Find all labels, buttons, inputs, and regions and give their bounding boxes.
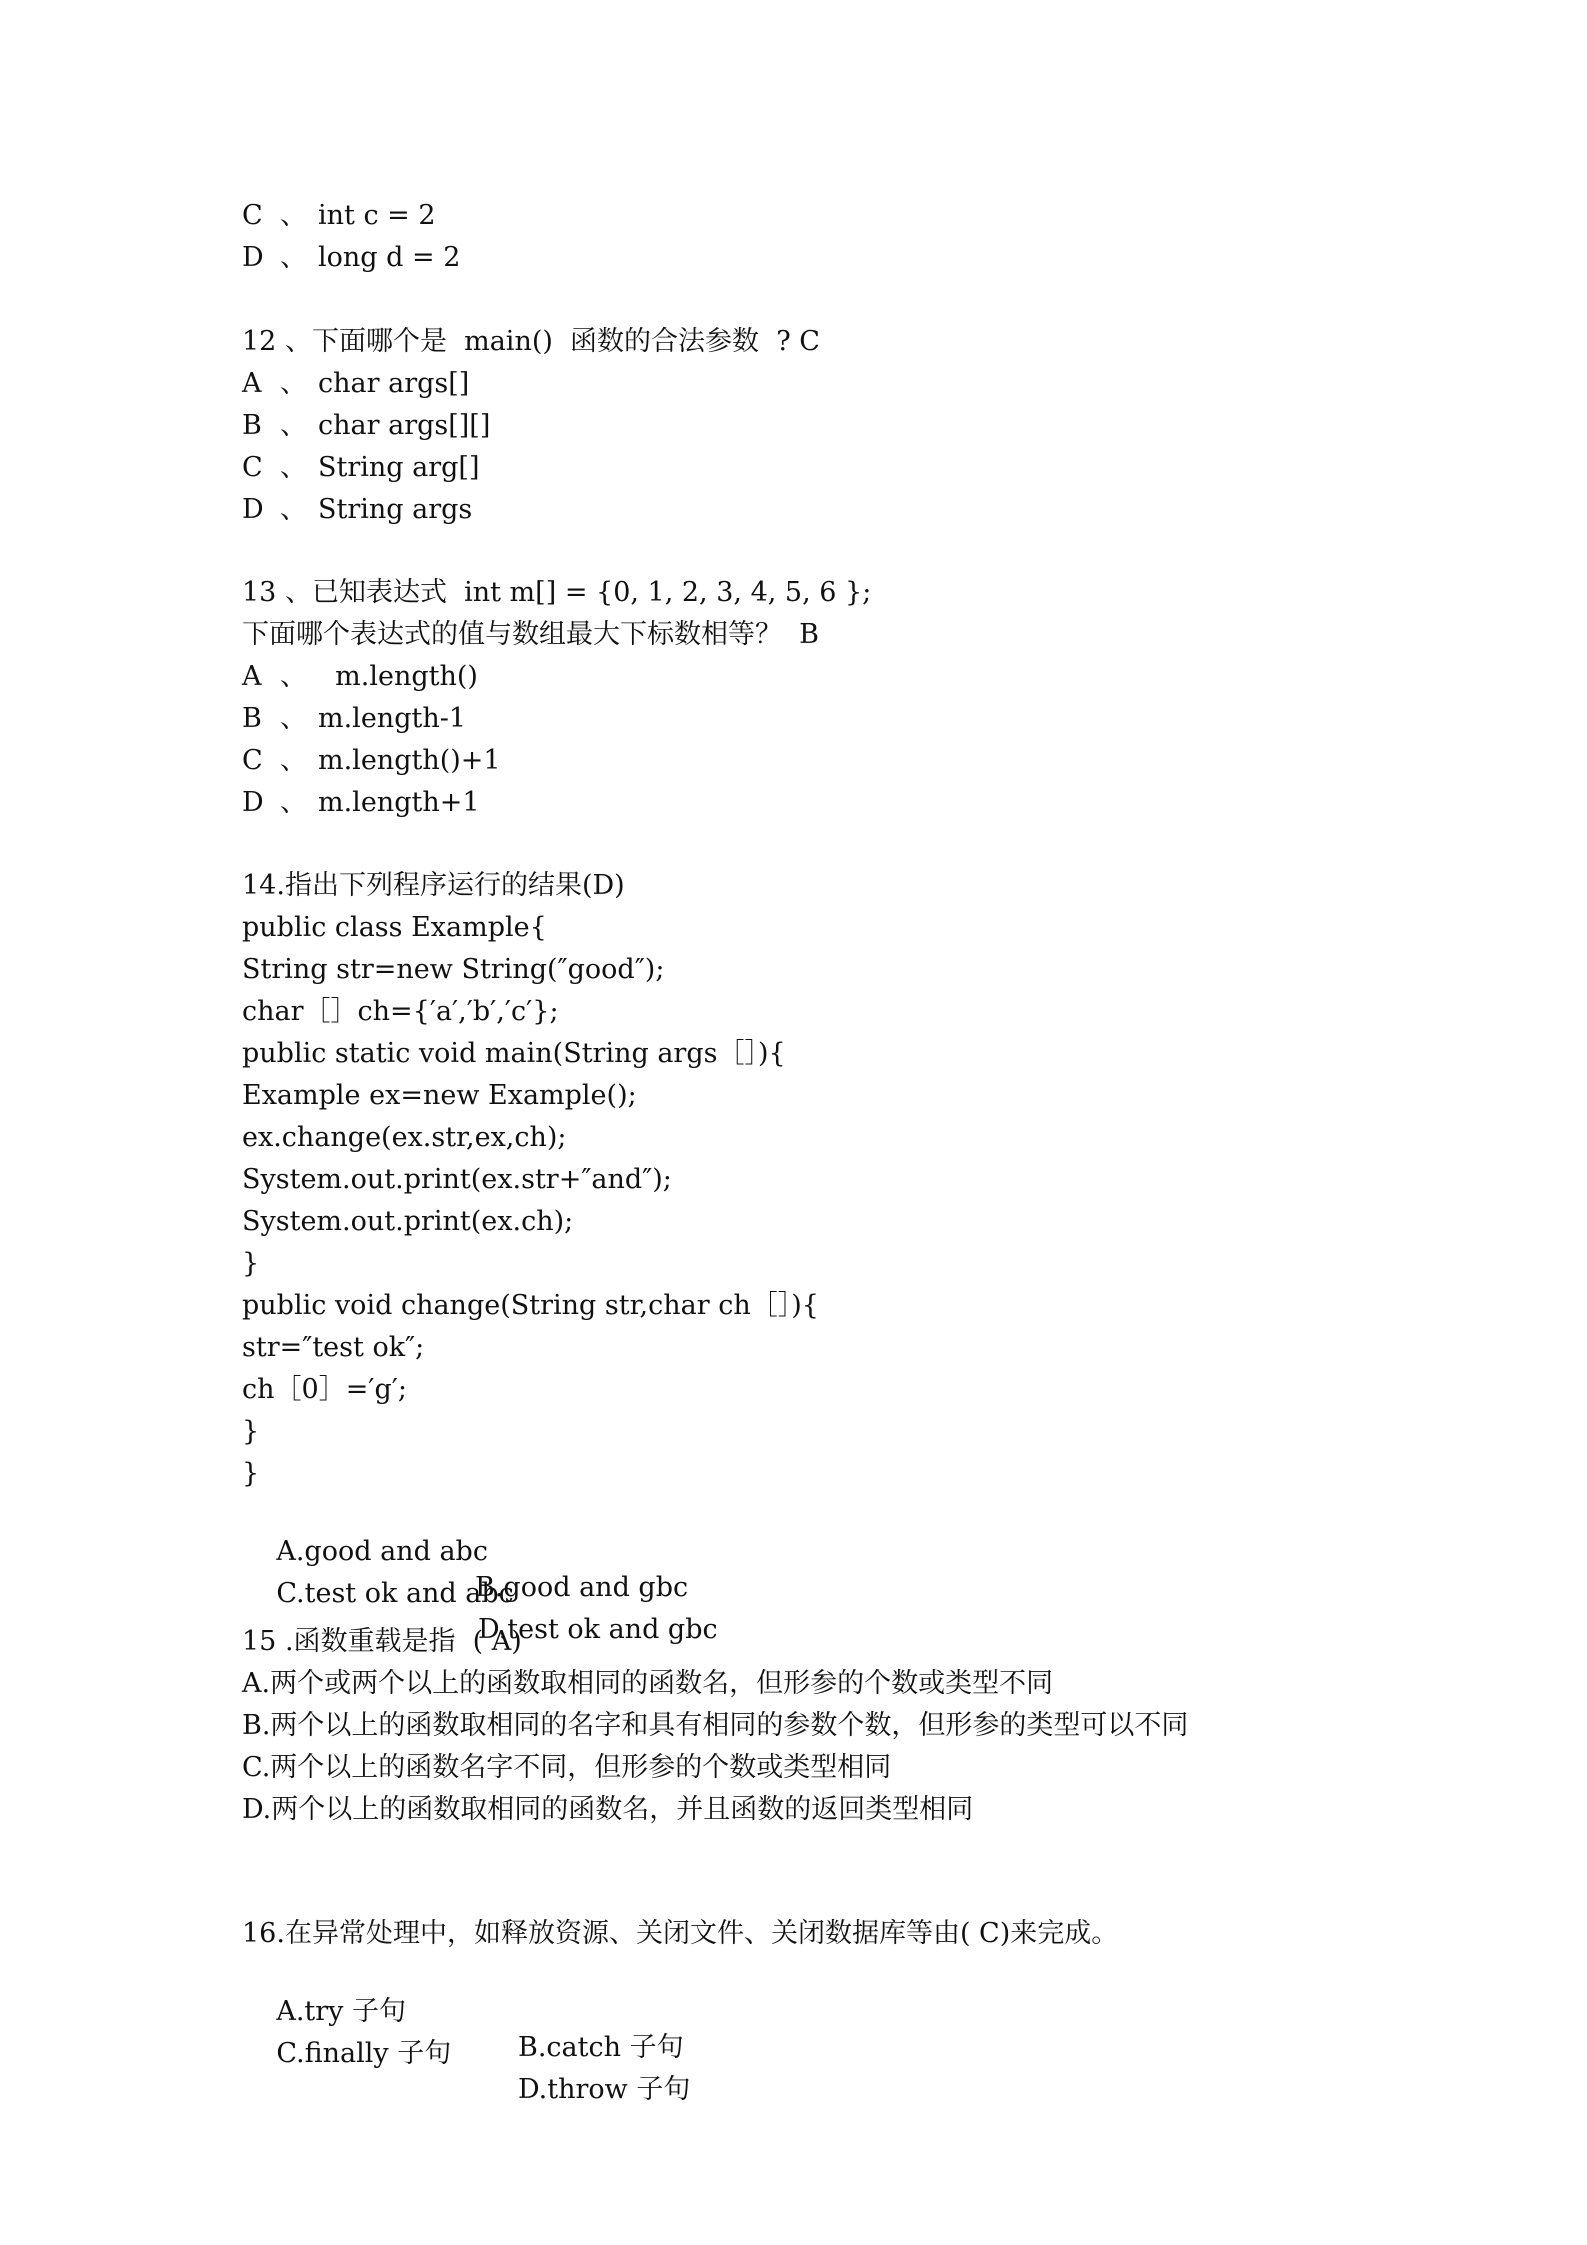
q14-option-c: C.test ok and abc [276,1578,514,1609]
q15-option-a: A.两个或两个以上的函数取相同的函数名，但形参的个数或类型不同 [242,1668,1054,1699]
q14-option-a: A.good and abc [276,1536,488,1567]
q14-code-line: Example ex=new Example(); [242,1080,637,1111]
q13-option-a: A 、 m.length() [242,661,478,692]
q14-code-line: } [242,1248,260,1279]
q16-option-b: B.catch 子句 [518,2032,684,2063]
q12-option-b: B 、 char args[][] [242,410,491,441]
q14-code-line: public static void main(String args［］){ [242,1038,786,1069]
q14-code-line: } [242,1416,260,1447]
q15-option-c: C.两个以上的函数名字不同，但形参的个数或类型相同 [242,1752,892,1783]
q12-option-d: D 、 String args [242,494,473,525]
q13-stem-line2: 下面哪个表达式的值与数组最大下标数相等？ B [242,619,820,650]
q16-option-a: A.try 子句 [276,1996,407,2027]
q15-option-d: D.两个以上的函数取相同的函数名，并且函数的返回类型相同 [242,1794,974,1825]
q14-code-line: } [242,1458,260,1489]
q16-option-c: C.finally 子句 [276,2038,452,2069]
q13-stem-line1: 13 、已知表达式 int m[] = {0, 1, 2, 3, 4, 5, 6 }; [242,577,872,608]
q14-code-line: public class Example{ [242,912,547,943]
q13-option-c: C 、 m.length()+1 [242,745,501,776]
q12-option-c: C 、 String arg[] [242,452,480,483]
q11-option-d: D 、 long d = 2 [242,242,461,273]
q15-stem: 15 .函数重载是指 ( A) [242,1626,522,1657]
q14-code-line: ch［0］=′g′; [242,1374,407,1405]
q14-code-line: ex.change(ex.str,ex,ch); [242,1122,567,1153]
q14-code-line: char［］ch={′a′,′b′,′c′}; [242,996,559,1027]
q14-code-line: str=″test ok″; [242,1332,425,1363]
q14-code-line: System.out.print(ex.ch); [242,1206,574,1237]
q11-option-c: C 、 int c = 2 [242,200,436,231]
q14-option-d: D.test ok and gbc [478,1614,718,1645]
q13-option-b: B 、 m.length-1 [242,703,467,734]
q14-code-line: String str=new String(″good″); [242,954,665,985]
q14-code-line: System.out.print(ex.str+″and″); [242,1164,672,1195]
q14-stem: 14.指出下列程序运行的结果(D) [242,870,625,901]
q14-option-b: B.good and gbc [475,1572,689,1603]
q16-stem: 16.在异常处理中，如释放资源、关闭文件、关闭数据库等由( C)来完成。 [242,1918,1119,1949]
q12-stem: 12 、下面哪个是 main() 函数的合法参数 ? C [242,326,820,357]
q12-option-a: A 、 char args[] [242,368,470,399]
q16-option-d: D.throw 子句 [518,2074,691,2105]
q14-code-line: public void change(String str,char ch［］){ [242,1290,819,1321]
q15-option-b: B.两个以上的函数取相同的名字和具有相同的参数个数，但形参的类型可以不同 [242,1710,1189,1741]
q13-option-d: D 、 m.length+1 [242,787,480,818]
